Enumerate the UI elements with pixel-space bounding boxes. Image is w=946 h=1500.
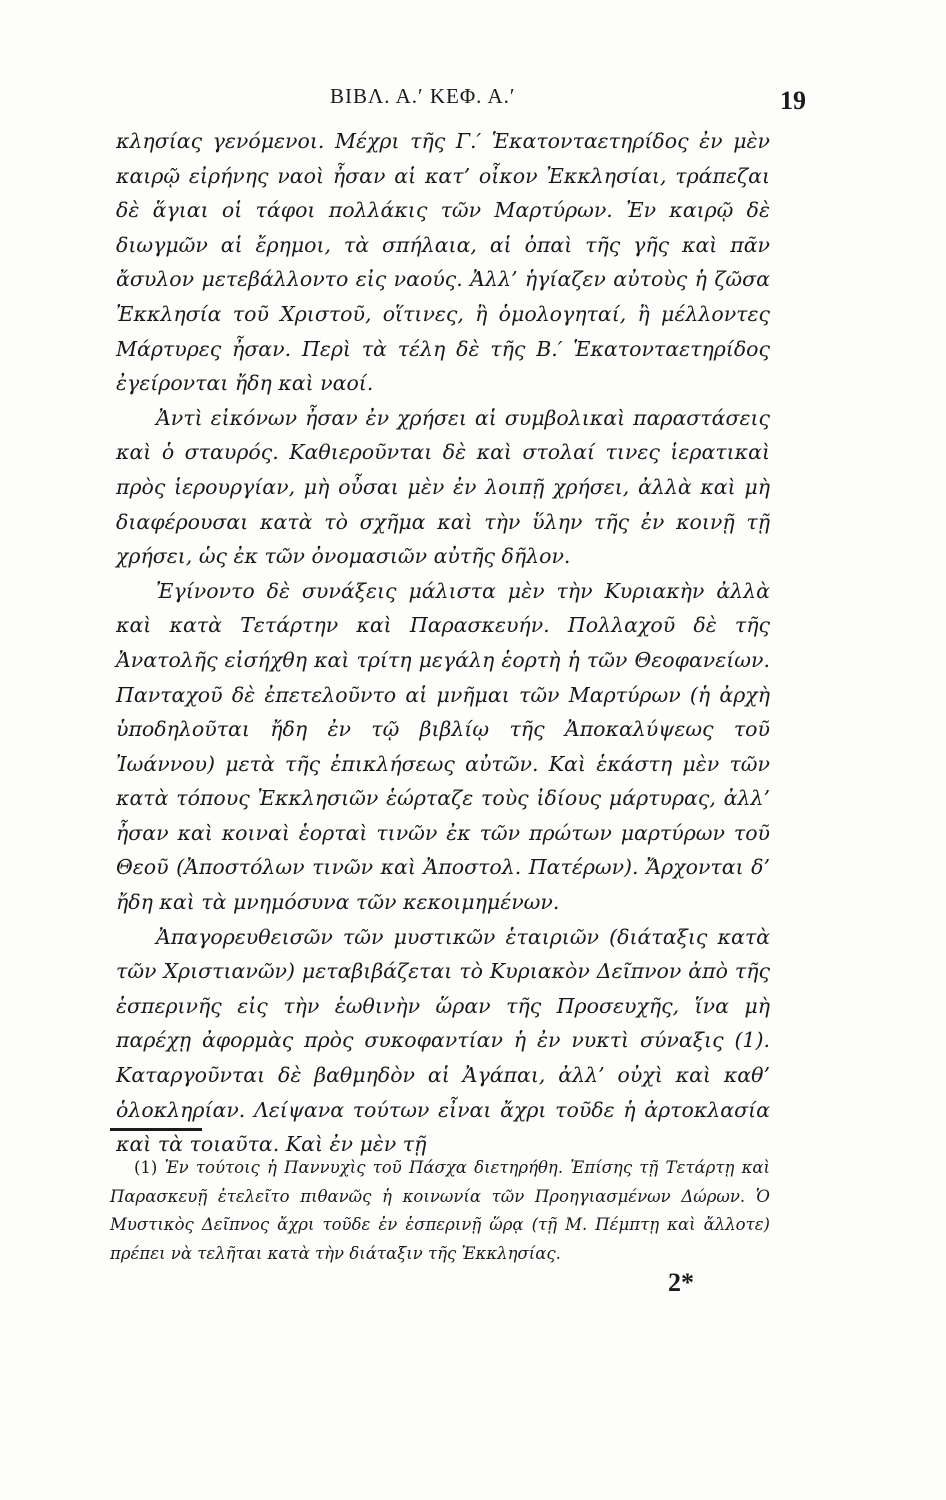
- footnote-rule: [110, 1128, 202, 1131]
- paragraph: κλησίας γενόμενοι. Μέχρι τῆς Γ.′ Ἑκατονταετηρίδος ἐν μὲν καιρῷ εἰρήνης ναοὶ ἦσαν αἱ κατ’ οἶκον Ἐκκλησίαι, τράπεζαι δὲ ἅγιαι οἱ τάφοι πολλάκις τῶν Μαρτύρων. Ἐν καιρῷ δὲ διωγμῶν αἱ ἔρημοι, τὰ σπήλαια, αἱ ὀπαὶ τῆς γῆς καὶ πᾶν ἄσυλον μετεβάλλοντο εἰς ναούς. Ἀλλ’ ἡγίαζεν αὐτοὺς ἡ ζῶσα Ἐκκλησία τοῦ Χριστοῦ, οἵτινες, ἢ ὁμολογηταί, ἢ μέλλοντες Μάρτυρες ἦσαν. Περὶ τὰ τέλη δὲ τῆς Β.′ Ἑκατονταετηρίδος ἐγείρονται ἤδη καὶ ναοί.: [116, 129, 770, 396]
- footnote-text: Ἐν τούτοις ἡ Παννυχὶς τοῦ Πάσχα διετηρήθη. Ἐπίσης τῇ Τετάρτῃ καὶ Παρασκευῇ ἐτελεῖτο πιθανῶς ἡ κοινωνία τῶν Προηγιασμένων Δώρων. Ὁ Μυστικὸς Δεῖπνος ἄχρι τοῦδε ἐν ἑσπερινῇ ὥρᾳ (τῇ Μ. Πέμπτῃ καὶ ἄλλοτε) πρέπει νὰ τελῆται κατὰ τὴν διάταξιν τῆς Ἐκκλησίας.: [110, 1158, 771, 1263]
- page-number: 19: [780, 86, 806, 115]
- running-head: ΒΙΒΛ. Α.′ ΚΕΦ. Α.′: [330, 84, 516, 108]
- signature-mark: 2*: [668, 1268, 694, 1297]
- paragraph: Ἐγίνοντο δὲ συνάξεις μάλιστα μὲν τὴν Κυριακὴν ἀλλὰ καὶ κατὰ Τετάρτην καὶ Παρασκευήν. Πολλαχοῦ δὲ τῆς Ἀνατολῆς εἰσήχθη καὶ τρίτη μεγάλη ἑορτὴ ἡ τῶν Θεοφανείων. Πανταχοῦ δὲ ἐπετελοῦντο αἱ μνῆμαι τῶν Μαρτύρων (ἡ ἀρχὴ ὑποδηλοῦται ἤδη ἐν τῷ βιβλίῳ τῆς Ἀποκαλύψεως τοῦ Ἰωάννου) μετὰ τῆς ἐπικλήσεως αὐτῶν. Καὶ ἑκάστη μὲν τῶν κατὰ τόπους Ἐκκλησιῶν ἑώρταζε τοὺς ἰδίους μάρτυρας, ἀλλ’ ἦσαν καὶ κοιναὶ ἑορταὶ τινῶν ἐκ τῶν πρώτων μαρτύρων τοῦ Θεοῦ (Ἀποστόλων τινῶν καὶ Ἀποστολ. Πατέρων). Ἄρχονται δ’ ἤδη καὶ τὰ μνημόσυνα τῶν κεκοιμημένων.: [116, 578, 770, 915]
- footnote-marker: (1): [134, 1158, 158, 1177]
- paragraph: Ἀπαγορευθεισῶν τῶν μυστικῶν ἑταιριῶν (διάταξις κατὰ τῶν Χριστιανῶν) μεταβιβάζεται τὸ Κυριακὸν Δεῖπνον ἀπὸ τῆς ἑσπερινῆς εἰς τὴν ἑωθινὴν ὥραν τῆς Προσευχῆς, ἵνα μὴ παρέχῃ ἀφορμὰς πρὸς συκοφαντίαν ἡ ἐν νυκτὶ σύναξις (1). Καταργοῦνται δὲ βαθμηδὸν αἱ Ἀγάπαι, ἀλλ’ οὐχὶ καὶ καθ’ ὁλοκληρίαν. Λείψανα τούτων εἶναι ἄχρι τοῦδε ἡ ἀρτοκλασία καὶ τὰ τοιαῦτα. Καὶ ἐν μὲν τῇ: [116, 924, 770, 1157]
- paragraph: Ἀντὶ εἰκόνων ἦσαν ἐν χρήσει αἱ συμβολικαὶ παραστάσεις καὶ ὁ σταυρός. Καθιεροῦνται δὲ καὶ στολαί τινες ἱερατικαὶ πρὸς ἱερουργίαν, μὴ οὖσαι μὲν ἐν λοιπῇ χρήσει, ἀλλὰ καὶ μὴ διαφέρουσαι κατὰ τὸ σχῆμα καὶ τὴν ὕλην τῆς ἐν κοινῇ τῇ χρήσει, ὡς ἐκ τῶν ὀνομασιῶν αὐτῆς δῆλον.: [116, 405, 770, 569]
- footnote: [110, 1154, 770, 1268]
- body-text: [116, 124, 770, 1162]
